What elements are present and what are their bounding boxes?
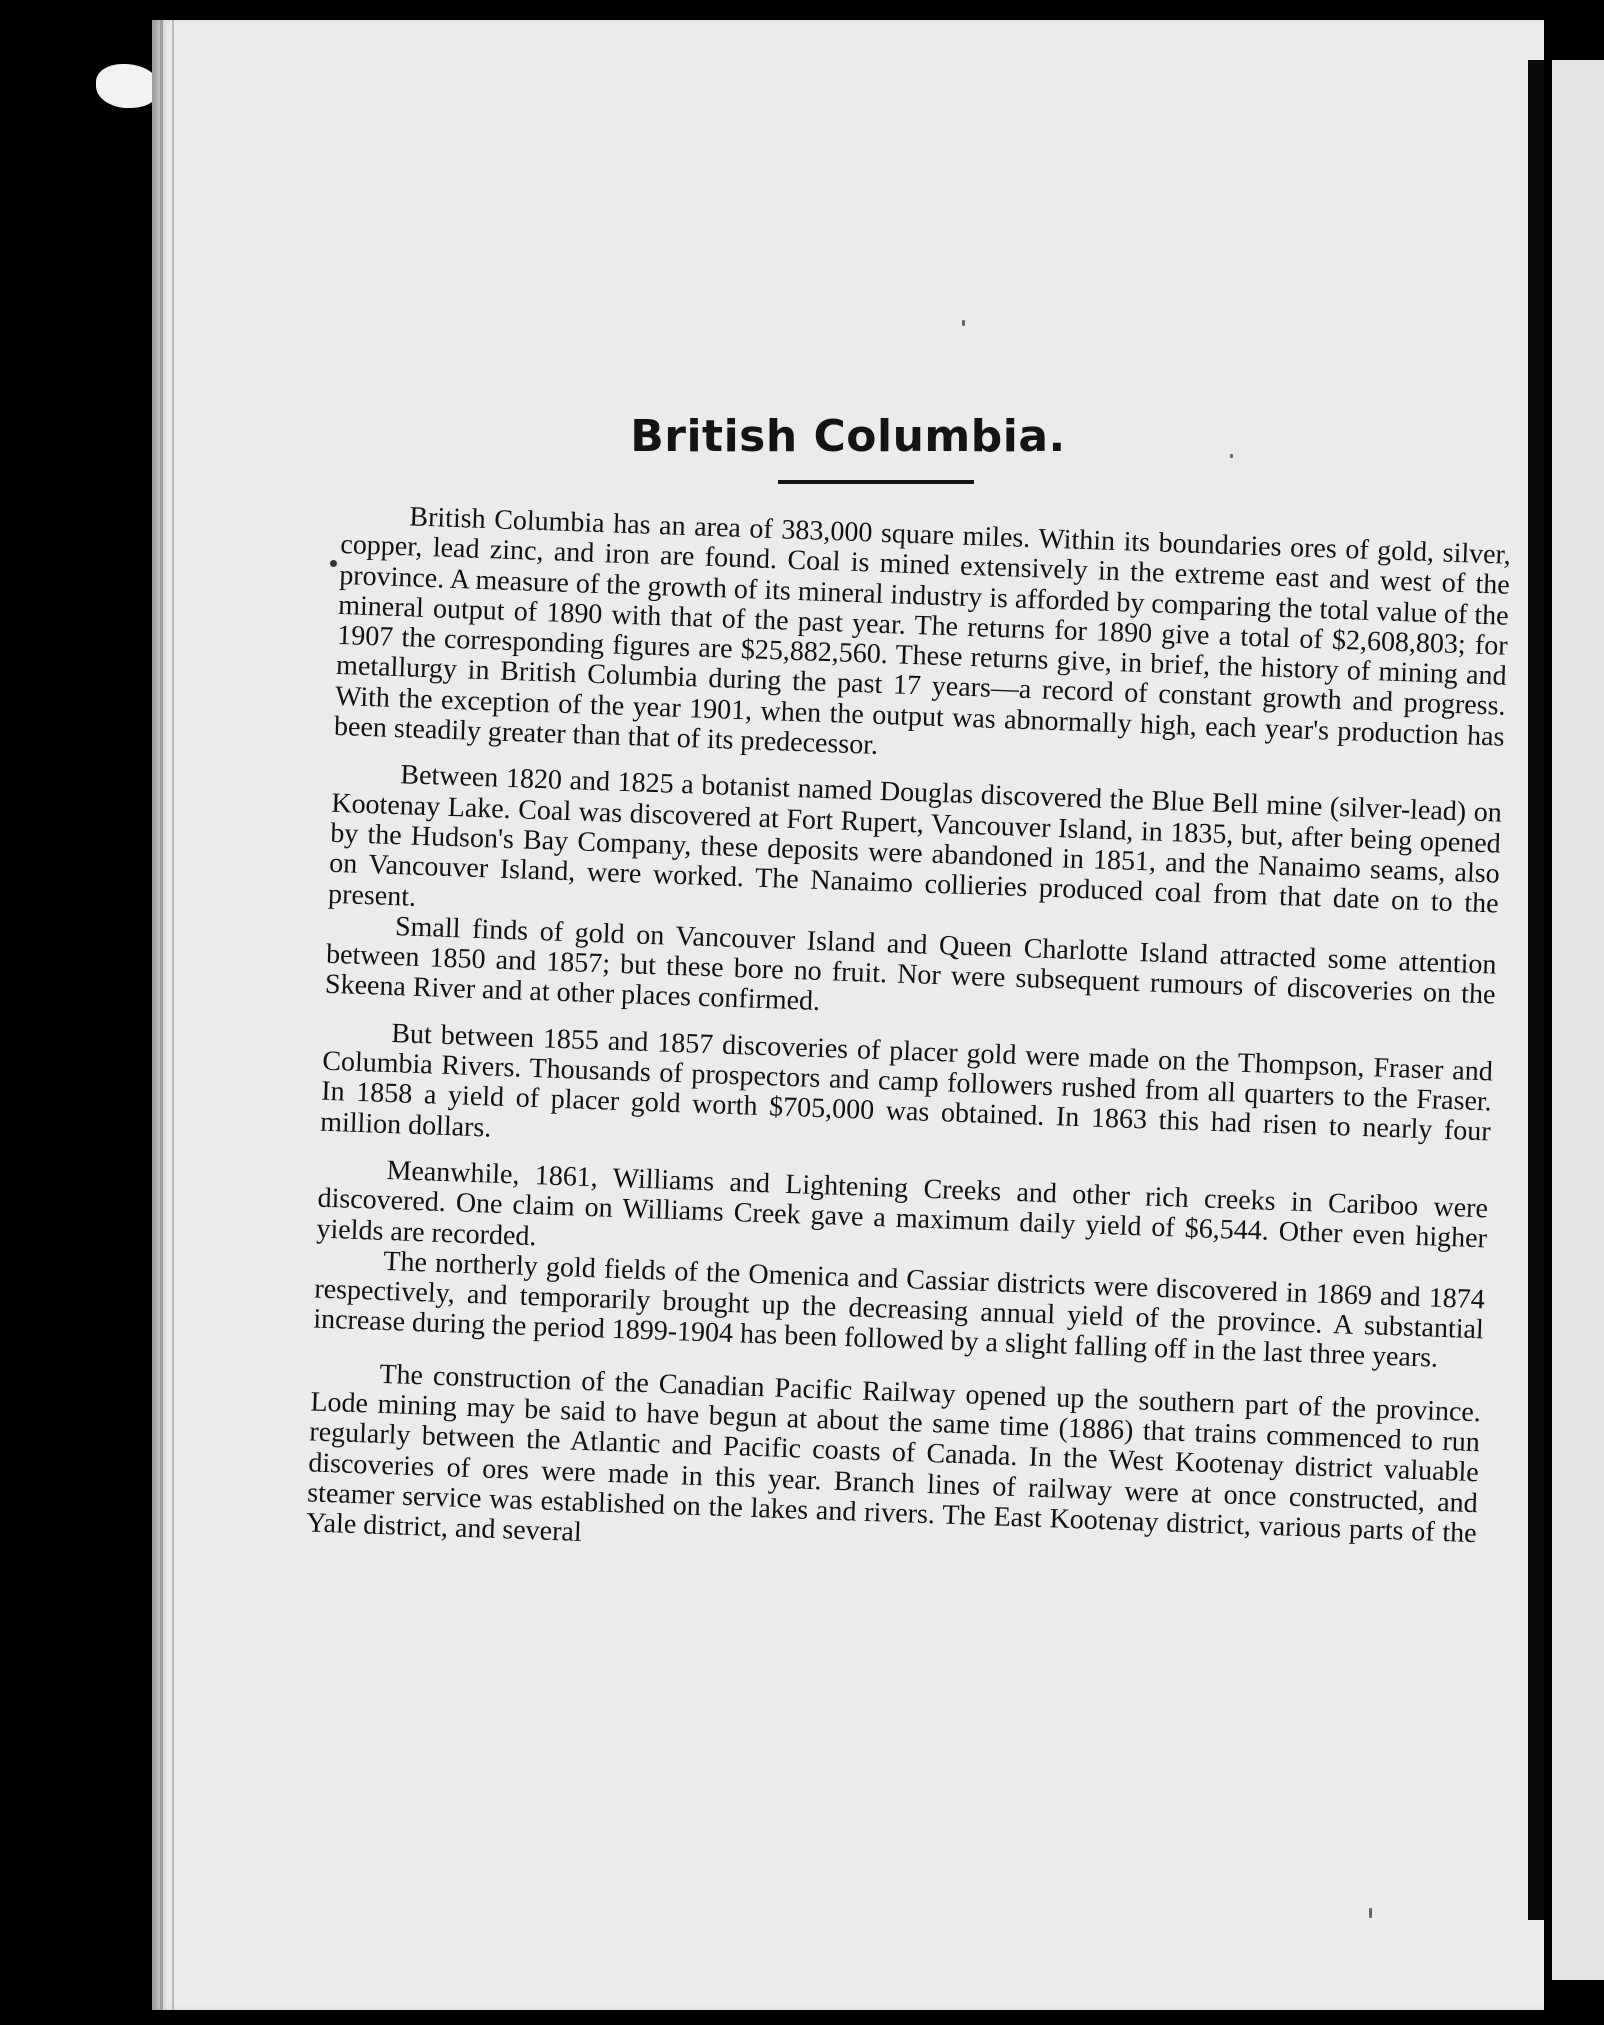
paragraph: The construction of the Canadian Pacific Railway opened up the southern part of the province. Lode mining may be said to have begun at about the same time (1886) that trains commenced to run regularly between the Atlantic and Pacific coasts of Canada. In the West Kootenay district valuable discoveries of ores were made in this year. Branch lines of railway were at once constructed, and steamer service was established on the lakes and rivers. The East Kootenay district, various parts of the Yale district, and several [305,1358,1482,1550]
binding-shadow [160,20,163,2010]
title-rule [778,480,974,484]
binding-shadow [172,20,174,2010]
page-title: British Columbia. [630,411,1066,463]
document-page [152,20,1544,2010]
paragraph: Between 1820 and 1825 a botanist named Douglas discovered the Blue Bell mine (silver-lead) on Kootenay Lake. Coal was discovered at Fort Rupert, Vancouver Island, in 1835, but, after being opened by the Hudson's Bay Company, these deposits were abandoned in 1851, and the Nanaimo seams, also on Vancouver Island, were worked. The Nanaimo collieries produced coal from that date on to the present. [327,759,1503,920]
paragraph: The northerly gold fields of the Omenica and Cassiar districts were discovered in 1869 and 1874 respectively, and temporarily brought up the decreasing annual yield of the province. A substantial increase during the period 1899-1904 has been followed by a slight falling off in the last three years. [312,1245,1486,1375]
paragraph: British Columbia has an area of 383,000 square miles. Within its boundaries ores of gold, silver, copper, lead zinc, and iron are found. Coal is mined extensively in the extreme east and west of the province. A measure of the growth of its mineral industry is afforded by comparing the total value of the mineral output of 1890 with that of the past year. The returns for 1890 give a total of $2,608,803; for 1907 the corresponding figures are $25,882,560. These returns give, in brief, the history of mining and metallurgy in British Columbia during the past 17 years—a record of constant growth and progress. With the exception of the year 1901, when the output was abnormally high, each year's production has been steadily greater than that of its predecessor. [333,501,1512,761]
scan-artifact [96,64,160,108]
page-gutter-shadow [1528,60,1544,1920]
facing-page-edge [1552,60,1604,1980]
paragraph: Small finds of gold on Vancouver Island and Queen Charlotte Island attracted some attention between 1850 and 1857; but these bore no fruit. Nor were subsequent rumours of discoveries on the Skeena River and at other places confirmed. [324,910,1498,1018]
paragraph: Meanwhile, 1861, Williams and Lightening Creeks and other rich creeks in Cariboo were discovered. One claim on Williams Creek gave a maximum daily yield of $6,544. Other even higher yields are recorded. [316,1154,1489,1255]
paragraph: But between 1855 and 1857 discoveries of placer gold were made on the Thompson, Fraser and Columbia Rivers. Thousands of prospectors and camp followers rushed from all quarters to the Fraser. In 1858 a yield of placer gold worth $705,000 was obtained. In 1863 this had risen to nearly four million dollars. [319,1017,1494,1148]
ink-speck [962,320,965,326]
margin-mark [330,560,337,567]
body-text [306,500,1512,1580]
ink-speck [1369,1908,1372,1918]
ink-speck [1230,454,1233,458]
